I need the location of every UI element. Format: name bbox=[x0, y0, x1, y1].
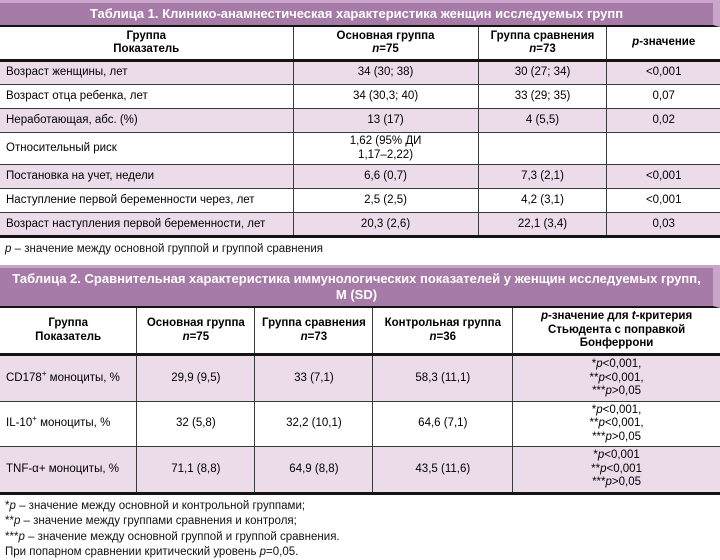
table1 bbox=[0, 27, 720, 238]
footnote-line: При попарном сравнении критический уровень p=0,05. bbox=[5, 546, 299, 559]
column-header: Группа сравнения n=73 bbox=[478, 27, 607, 61]
table-row bbox=[0, 165, 720, 189]
table2-footnotes bbox=[0, 495, 720, 560]
value-cell: 29,9 (9,5) bbox=[137, 354, 255, 401]
table1-footnote: p – значение между основной группой и группой сравнения bbox=[5, 243, 323, 256]
value-cell: 30 (27; 34) bbox=[478, 61, 607, 85]
value-cell: 20,3 (2,6) bbox=[293, 213, 478, 237]
footnote-line: **p – значение между группами сравнения и контроля; bbox=[5, 515, 297, 528]
value-cell bbox=[478, 133, 607, 165]
table2-title: Таблица 2. Сравнительная характеристика иммунологических показателей у женщин исследуемых групп, M (SD) bbox=[0, 265, 720, 309]
table-row bbox=[0, 133, 720, 165]
row-label-cell: Возраст наступления первой беременности, лет bbox=[0, 213, 293, 237]
table1-title: Таблица 1. Клинико-анамнестическая характеристика женщин исследуемых групп bbox=[0, 0, 720, 27]
value-cell: 34 (30; 38) bbox=[293, 61, 478, 85]
value-cell: 64,9 (8,8) bbox=[255, 447, 373, 494]
value-cell: 0,02 bbox=[607, 109, 720, 133]
row-label-cell: Возраст отца ребенка, лет bbox=[0, 85, 293, 109]
column-header: Группа сравнения n=73 bbox=[255, 308, 373, 354]
value-cell: 0,03 bbox=[607, 213, 720, 237]
row-label-cell: Постановка на учет, недели bbox=[0, 165, 293, 189]
value-cell: 1,62 (95% ДИ 1,17–2,22) bbox=[293, 133, 478, 165]
table2-section bbox=[0, 265, 720, 560]
value-cell: 34 (30,3; 40) bbox=[293, 85, 478, 109]
value-cell bbox=[607, 133, 720, 165]
value-cell: 58,3 (11,1) bbox=[373, 354, 513, 401]
value-cell: 43,5 (11,6) bbox=[373, 447, 513, 494]
row-label-cell: TNF-α+ моноциты, % bbox=[0, 447, 137, 494]
table-row bbox=[0, 189, 720, 213]
table1-section bbox=[0, 0, 720, 257]
table2 bbox=[0, 308, 720, 495]
value-cell: <0,001 bbox=[607, 61, 720, 85]
value-cell: 0,07 bbox=[607, 85, 720, 109]
table-row bbox=[0, 401, 720, 447]
value-cell: 64,6 (7,1) bbox=[373, 401, 513, 447]
column-header: Основная группа n=75 bbox=[293, 27, 478, 61]
value-cell: 71,1 (8,8) bbox=[137, 447, 255, 494]
value-cell: 4 (5,5) bbox=[478, 109, 607, 133]
row-label-cell: CD178+ моноциты, % bbox=[0, 354, 137, 401]
row-label-cell: IL-10+ моноциты, % bbox=[0, 401, 137, 447]
value-cell: 32,2 (10,1) bbox=[255, 401, 373, 447]
column-header: Группа Показатель bbox=[0, 27, 293, 61]
table-row bbox=[0, 109, 720, 133]
table-row bbox=[0, 61, 720, 85]
column-header: Контрольная группа n=36 bbox=[373, 308, 513, 354]
table-row bbox=[0, 85, 720, 109]
value-cell: 33 (7,1) bbox=[255, 354, 373, 401]
value-cell: <0,001 bbox=[607, 165, 720, 189]
value-cell: 32 (5,8) bbox=[137, 401, 255, 447]
footnote-line: ***p – значение между основной группой и группой сравнения. bbox=[5, 530, 340, 543]
row-label-cell: Наступление первой беременности через, лет bbox=[0, 189, 293, 213]
footnote-line: *p – значение между основной и контрольной группами; bbox=[5, 500, 306, 512]
table1-header-row bbox=[0, 27, 720, 61]
column-header: p-значение для t-критерия Стьюдента с поправкой Бонферрони bbox=[513, 308, 720, 354]
value-cell: 13 (17) bbox=[293, 109, 478, 133]
value-cell: 6,6 (0,7) bbox=[293, 165, 478, 189]
value-cell: 2,5 (2,5) bbox=[293, 189, 478, 213]
value-cell: <0,001 bbox=[607, 189, 720, 213]
value-cell: *p<0,001 **p<0,001 ***p>0,05 bbox=[513, 447, 720, 494]
value-cell: *p<0,001, **p<0,001, ***p>0,05 bbox=[513, 354, 720, 401]
value-cell: *p<0,001, **p<0,001, ***p>0,05 bbox=[513, 401, 720, 447]
value-cell: 4,2 (3,1) bbox=[478, 189, 607, 213]
table-row bbox=[0, 354, 720, 401]
row-label-cell: Относительный риск bbox=[0, 133, 293, 165]
row-label-cell: Неработающая, абс. (%) bbox=[0, 109, 293, 133]
value-cell: 22,1 (3,4) bbox=[478, 213, 607, 237]
table2-header-row bbox=[0, 308, 720, 354]
table-row bbox=[0, 213, 720, 237]
column-header: p-значение bbox=[607, 27, 720, 61]
table-row bbox=[0, 447, 720, 494]
column-header: Группа Показатель bbox=[0, 308, 137, 354]
value-cell: 7,3 (2,1) bbox=[478, 165, 607, 189]
column-header: Основная группа n=75 bbox=[137, 308, 255, 354]
row-label-cell: Возраст женщины, лет bbox=[0, 61, 293, 85]
value-cell: 33 (29; 35) bbox=[478, 85, 607, 109]
